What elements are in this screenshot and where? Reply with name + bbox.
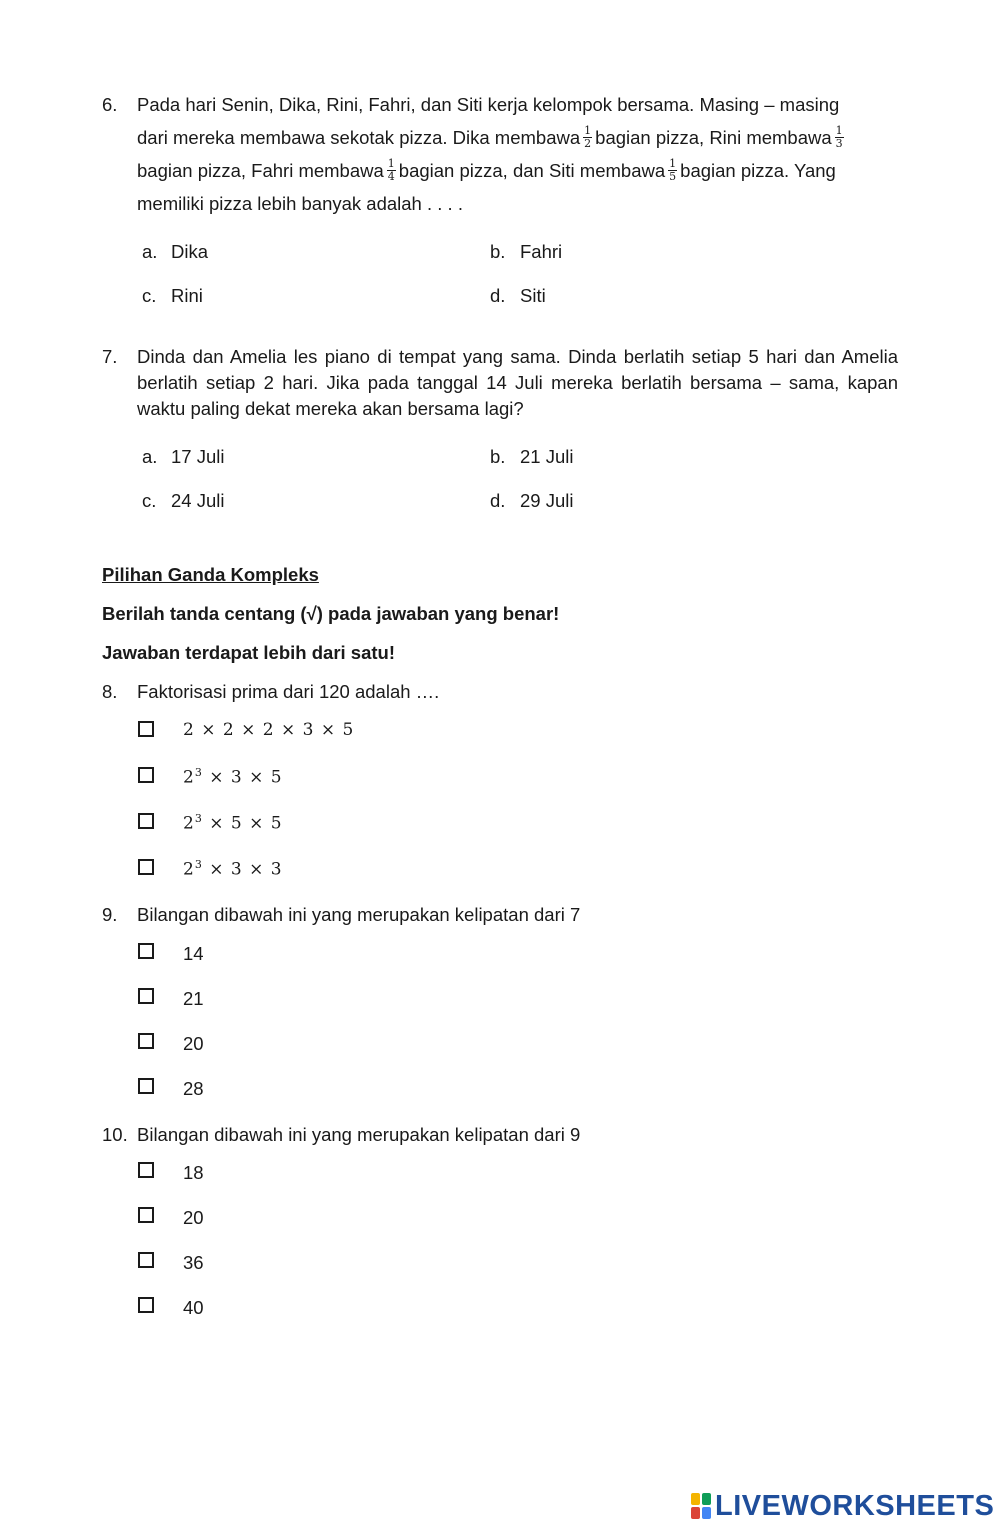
q10-checkbox-3[interactable]: [138, 1252, 154, 1268]
fraction-half: $\frac{1}{2}$: [584, 123, 592, 150]
q10-option-2: 20: [183, 1207, 204, 1228]
question-6-text: [137, 88, 898, 220]
q10-option-4: 40: [183, 1297, 204, 1318]
q7-option-d[interactable]: 29 Juli: [520, 490, 574, 511]
q8-option-4: $2^3 \times 3 \times 3$: [183, 858, 283, 880]
q7-option-b[interactable]: 21 Juli: [520, 446, 574, 467]
section-instruction-2: Jawaban terdapat lebih dari satu!: [102, 642, 395, 663]
q10-checkbox-4[interactable]: [138, 1297, 154, 1313]
q6-option-c-letter: c.: [142, 285, 157, 306]
question-10-text: Bilangan dibawah ini yang merupakan kelipatan dari 9: [137, 1124, 581, 1145]
q7-option-c[interactable]: 24 Juli: [171, 490, 225, 511]
q8-checkbox-3[interactable]: [138, 813, 154, 829]
question-6-line-1: Pada hari Senin, Dika, Rini, Fahri, dan Siti kerja kelompok bersama. Masing – masing: [137, 94, 840, 115]
q6-option-b[interactable]: Fahri: [520, 241, 563, 262]
q6-option-c[interactable]: Rini: [171, 285, 203, 306]
liveworksheets-logo-icon: [690, 1492, 712, 1520]
q9-option-1: 14: [183, 943, 204, 964]
q6-option-a-letter: a.: [142, 241, 158, 262]
q6-option-a[interactable]: Dika: [171, 241, 209, 262]
question-7-text: Dinda dan Amelia les piano di tempat yang sama. Dinda berlatih setiap 5 hari dan Amelia berlatih setiap 2 hari. Jika pada tanggal 14 Juli mereka berlatih bersama – sama, kapan waktu paling dekat mereka akan bersama lagi?: [137, 346, 898, 419]
fraction-fifth: $\frac{1}{5}$: [669, 156, 677, 183]
q10-checkbox-2[interactable]: [138, 1207, 154, 1223]
section-title: Pilihan Ganda Kompleks: [102, 564, 319, 585]
logo-square-4: [702, 1507, 711, 1519]
question-6-line-4: memiliki pizza lebih banyak adalah . . . .: [137, 193, 463, 214]
q9-checkbox-2[interactable]: [138, 988, 154, 1004]
q7-option-d-letter: d.: [490, 490, 506, 511]
question-6-number: 6.: [102, 94, 118, 115]
q8-checkbox-2[interactable]: [138, 767, 154, 783]
q6-option-d[interactable]: Siti: [520, 285, 546, 306]
question-8-number: 8.: [102, 681, 118, 702]
q7-option-b-letter: b.: [490, 446, 506, 467]
q7-option-a[interactable]: 17 Juli: [171, 446, 225, 467]
q9-option-2: 21: [183, 988, 204, 1009]
q7-option-c-letter: c.: [142, 490, 157, 511]
q8-option-2: $2^3 \times 3 \times 5$: [183, 766, 283, 788]
q9-checkbox-1[interactable]: [138, 943, 154, 959]
question-6-line-3: bagian pizza, Fahri membawa $\frac{1}{4}$ bagian pizza, dan Siti membawa $\frac{1}{5}$ bagian pizza. Yang: [137, 156, 836, 183]
question-10-number: 10.: [102, 1124, 128, 1145]
q8-checkbox-4[interactable]: [138, 859, 154, 875]
logo-square-3: [691, 1507, 700, 1519]
q10-checkbox-1[interactable]: [138, 1162, 154, 1178]
q9-option-3: 20: [183, 1033, 204, 1054]
q9-checkbox-3[interactable]: [138, 1033, 154, 1049]
q6-option-b-letter: b.: [490, 241, 506, 262]
question-7-number: 7.: [102, 346, 118, 367]
q8-checkbox-1[interactable]: [138, 721, 154, 737]
q9-option-4: 28: [183, 1078, 204, 1099]
question-8-text: Faktorisasi prima dari 120 adalah ….: [137, 681, 440, 702]
logo-square-2: [702, 1493, 711, 1505]
section-instruction-1: Berilah tanda centang (√) pada jawaban yang benar!: [102, 603, 560, 624]
question-9-text: Bilangan dibawah ini yang merupakan kelipatan dari 7: [137, 904, 581, 925]
fraction-quarter: $\frac{1}{4}$: [387, 156, 395, 183]
q8-option-3: $2^3 \times 5 \times 5$: [183, 812, 283, 834]
q10-option-1: 18: [183, 1162, 204, 1183]
q9-checkbox-4[interactable]: [138, 1078, 154, 1094]
question-9-number: 9.: [102, 904, 118, 925]
liveworksheets-logo[interactable]: [690, 1489, 994, 1523]
liveworksheets-logo-text: LIVEWORKSHEETS: [715, 1489, 995, 1522]
q10-option-3: 36: [183, 1252, 204, 1273]
question-6-line-2: dari mereka membawa sekotak pizza. Dika membawa $\frac{1}{2}$ bagian pizza, Rini membawa $\frac{1}{3}$: [137, 123, 843, 150]
fraction-third: $\frac{1}{3}$: [835, 123, 843, 150]
q8-option-1: 2 × 2 × 2 × 3 × 5: [183, 720, 355, 740]
q7-option-a-letter: a.: [142, 446, 158, 467]
logo-square-1: [691, 1493, 700, 1505]
q6-option-d-letter: d.: [490, 285, 506, 306]
